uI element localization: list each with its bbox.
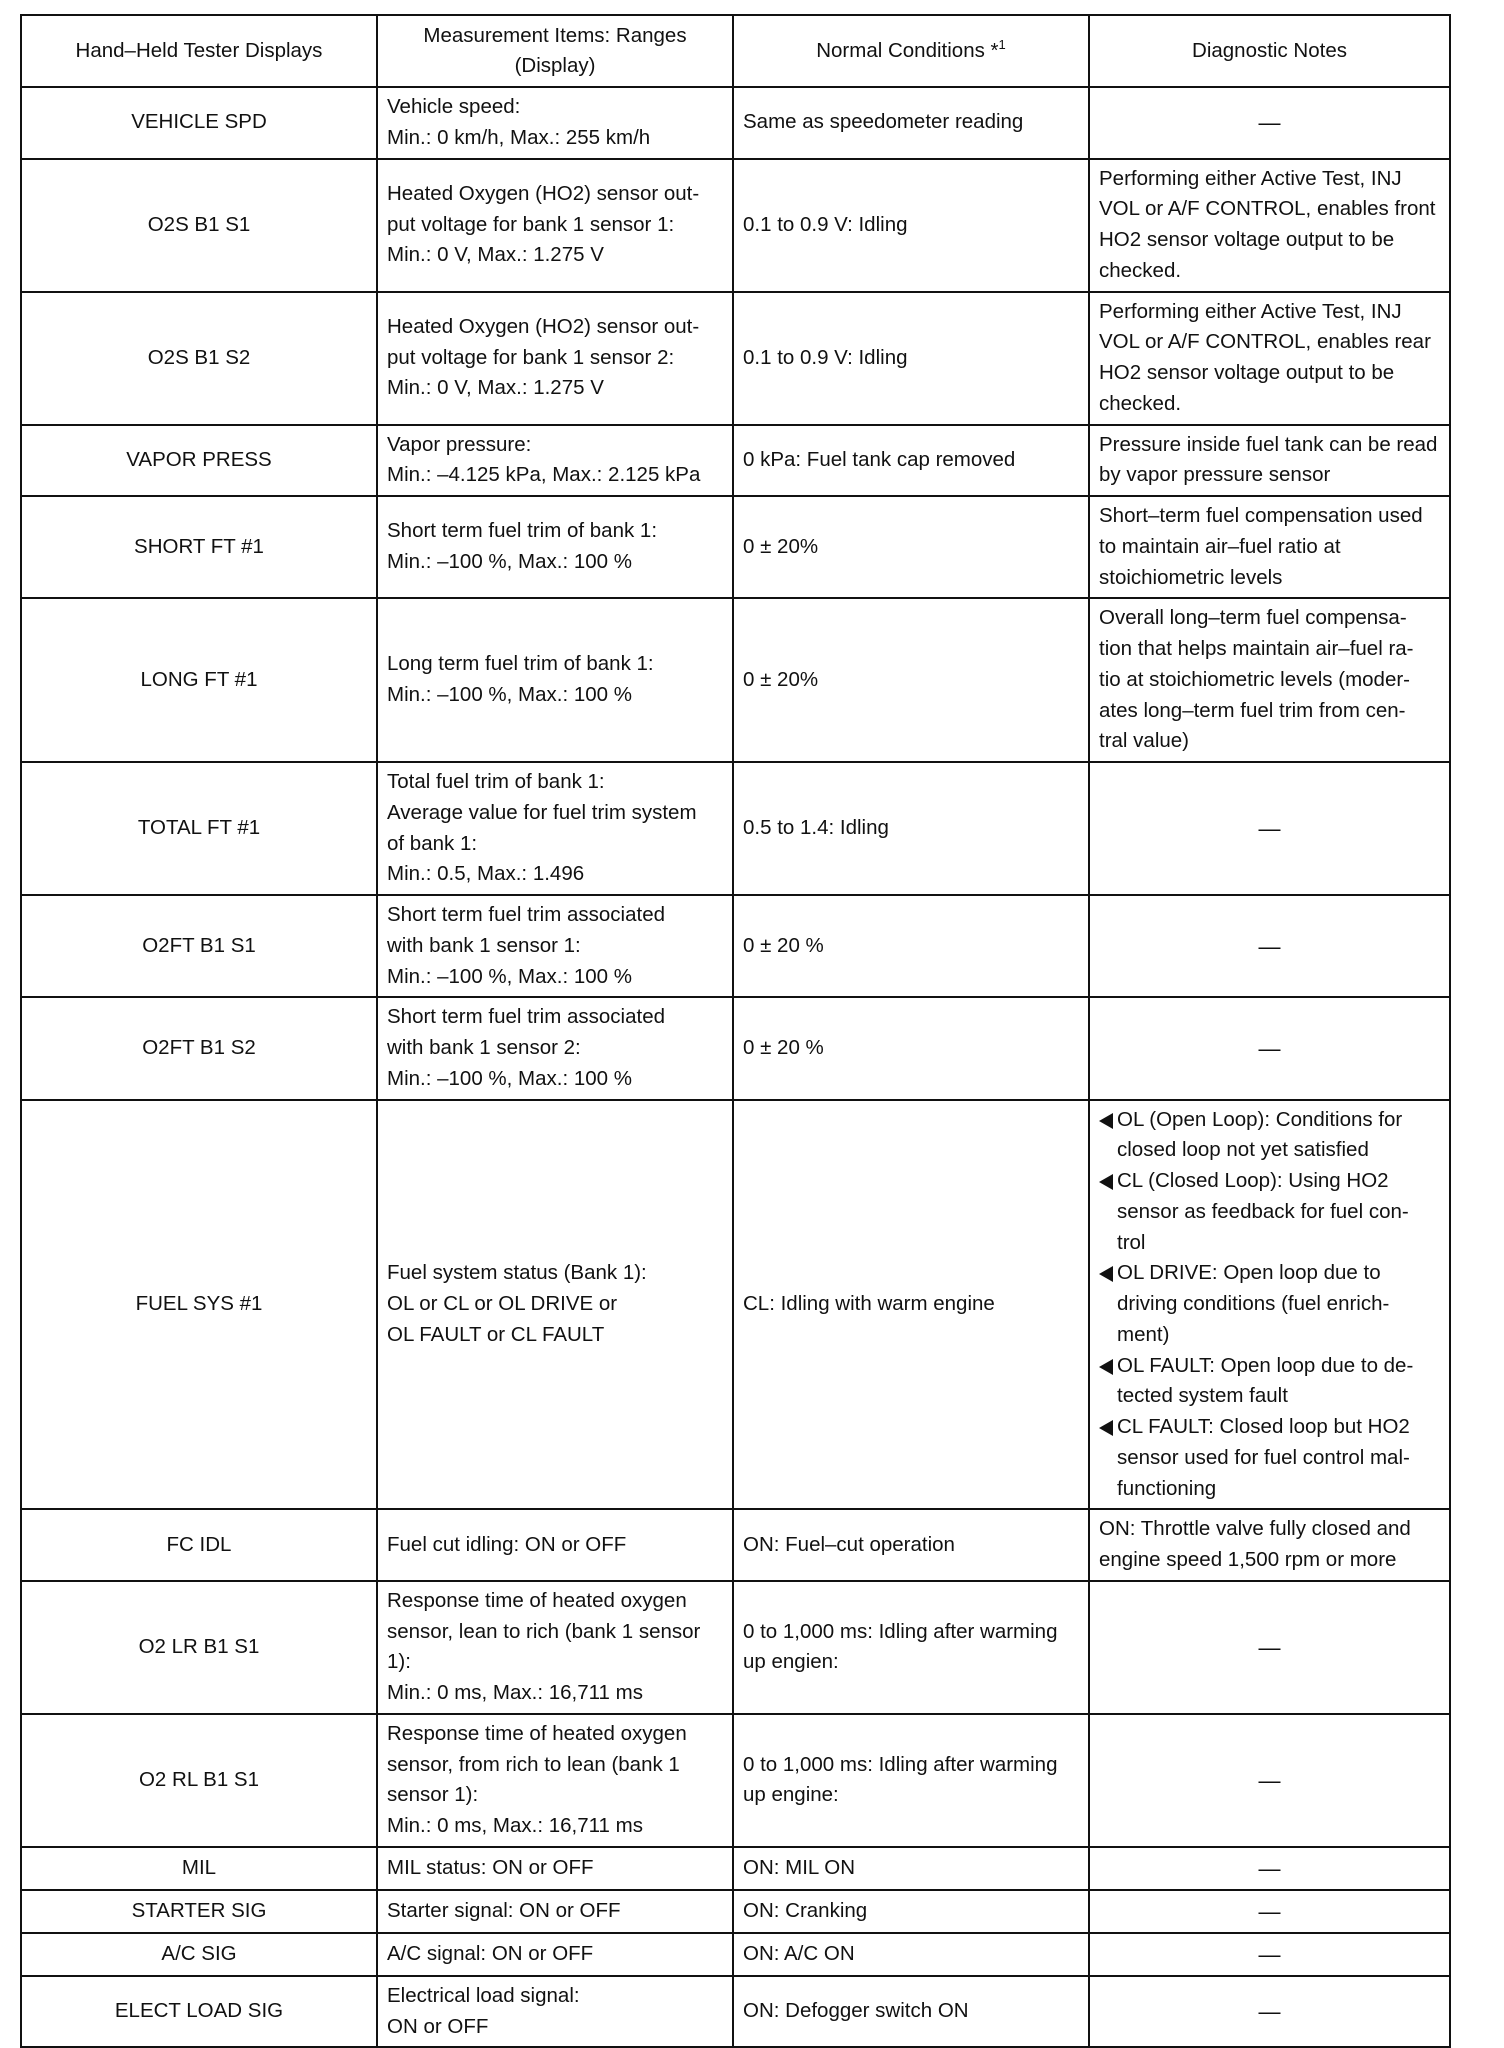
cell-measurement: Short term fuel trim of bank 1: Min.: –100 %, Max.: 100 %: [377, 496, 733, 598]
header-normal-footnote: 1: [998, 37, 1006, 53]
cell-measurement: Vapor pressure: Min.: –4.125 kPa, Max.: 2.125 kPa: [377, 425, 733, 497]
list-item-text: OL (Open Loop): Conditions for closed loop not yet satisfied: [1117, 1107, 1403, 1162]
table-row: [21, 1933, 1450, 1976]
cell-measurement: Heated Oxygen (HO2) sensor out- put voltage for bank 1 sensor 1: Min.: 0 V, Max.: 1.275 V: [377, 159, 733, 292]
list-item: [1099, 1351, 1440, 1413]
cell-notes: ON: Throttle valve fully closed and engine speed 1,500 rpm or more: [1089, 1509, 1450, 1581]
cell-display: FUEL SYS #1: [21, 1100, 377, 1510]
header-row: [21, 15, 1450, 87]
cell-display: O2 LR B1 S1: [21, 1581, 377, 1714]
header-display-label: Hand–Held Tester Displays: [75, 39, 323, 63]
cell-normal: 0 to 1,000 ms: Idling after warming up engine:: [733, 1714, 1089, 1847]
header-notes: [1089, 15, 1450, 87]
cell-normal: 0 ± 20 %: [733, 895, 1089, 997]
cell-normal: ON: Fuel–cut operation: [733, 1509, 1089, 1581]
cell-measurement: Short term fuel trim associated with bank 1 sensor 1: Min.: –100 %, Max.: 100 %: [377, 895, 733, 997]
table-row: [21, 895, 1450, 997]
table-row: [21, 1714, 1450, 1847]
cell-notes: —: [1089, 1890, 1450, 1933]
cell-measurement: A/C signal: ON or OFF: [377, 1933, 733, 1976]
header-normal: [733, 15, 1089, 87]
cell-normal: 0 ± 20 %: [733, 997, 1089, 1099]
cell-normal: ON: MIL ON: [733, 1847, 1089, 1890]
cell-normal: 0 ± 20%: [733, 598, 1089, 762]
table-row: [21, 292, 1450, 425]
fuel-sys-notes-list: [1099, 1105, 1440, 1505]
cell-normal: 0 ± 20%: [733, 496, 1089, 598]
cell-display: O2FT B1 S1: [21, 895, 377, 997]
cell-measurement: Electrical load signal: ON or OFF: [377, 1976, 733, 2048]
list-item-text: OL FAULT: Open loop due to de- tected system fault: [1117, 1353, 1414, 1408]
cell-normal: ON: A/C ON: [733, 1933, 1089, 1976]
cell-measurement: Short term fuel trim associated with bank 1 sensor 2: Min.: –100 %, Max.: 100 %: [377, 997, 733, 1099]
cell-normal: 0.1 to 0.9 V: Idling: [733, 292, 1089, 425]
cell-display: SHORT FT #1: [21, 496, 377, 598]
cell-measurement: MIL status: ON or OFF: [377, 1847, 733, 1890]
list-item-text: OL DRIVE: Open loop due to driving conditions (fuel enrich- ment): [1117, 1261, 1390, 1346]
cell-measurement: Vehicle speed: Min.: 0 km/h, Max.: 255 km/h: [377, 87, 733, 159]
cell-normal: 0 to 1,000 ms: Idling after warming up engien:: [733, 1581, 1089, 1714]
cell-normal: 0.5 to 1.4: Idling: [733, 762, 1089, 895]
list-item: [1099, 1258, 1440, 1350]
cell-display: FC IDL: [21, 1509, 377, 1581]
left-triangle-icon: [1099, 1266, 1113, 1282]
cell-display: TOTAL FT #1: [21, 762, 377, 895]
cell-display: A/C SIG: [21, 1933, 377, 1976]
cell-display: O2S B1 S2: [21, 292, 377, 425]
header-measurement: [377, 15, 733, 87]
table-row: [21, 87, 1450, 159]
cell-measurement: Starter signal: ON or OFF: [377, 1890, 733, 1933]
cell-measurement: Total fuel trim of bank 1: Average value for fuel trim system of bank 1: Min.: 0.5, Max.: 1.496: [377, 762, 733, 895]
cell-notes: —: [1089, 997, 1450, 1099]
header-measurement-label: Measurement Items: Ranges (Display): [423, 24, 687, 77]
cell-notes: Short–term fuel compensation used to maintain air–fuel ratio at stoichiometric levels: [1089, 496, 1450, 598]
cell-notes: Performing either Active Test, INJ VOL or A/F CONTROL, enables front HO2 sensor voltage output to be checked.: [1089, 159, 1450, 292]
header-notes-label: Diagnostic Notes: [1192, 39, 1347, 63]
table-row: [21, 598, 1450, 762]
cell-notes: —: [1089, 87, 1450, 159]
list-item-text: CL (Closed Loop): Using HO2 sensor as feedback for fuel con- trol: [1117, 1169, 1409, 1254]
cell-notes: —: [1089, 1581, 1450, 1714]
cell-display: O2S B1 S1: [21, 159, 377, 292]
list-item: [1099, 1412, 1440, 1504]
cell-measurement: Fuel system status (Bank 1): OL or CL or OL DRIVE or OL FAULT or CL FAULT: [377, 1100, 733, 1510]
cell-notes: Pressure inside fuel tank can be read by vapor pressure sensor: [1089, 425, 1450, 497]
cell-notes: —: [1089, 1714, 1450, 1847]
cell-notes: —: [1089, 1976, 1450, 2048]
cell-notes: [1089, 1100, 1450, 1510]
left-triangle-icon: [1099, 1420, 1113, 1436]
cell-display: O2FT B1 S2: [21, 997, 377, 1099]
table-body: [21, 87, 1450, 2047]
left-triangle-icon: [1099, 1359, 1113, 1375]
cell-normal: ON: Defogger switch ON: [733, 1976, 1089, 2048]
cell-normal: Same as speedometer reading: [733, 87, 1089, 159]
cell-measurement: Response time of heated oxygen sensor, from rich to lean (bank 1 sensor 1): Min.: 0 ms, Max.: 16,711 ms: [377, 1714, 733, 1847]
cell-notes: Performing either Active Test, INJ VOL or A/F CONTROL, enables rear HO2 sensor voltage output to be checked.: [1089, 292, 1450, 425]
list-item: [1099, 1105, 1440, 1167]
left-triangle-icon: [1099, 1113, 1113, 1129]
cell-measurement: Response time of heated oxygen sensor, lean to rich (bank 1 sensor 1): Min.: 0 ms, Max.: 16,711 ms: [377, 1581, 733, 1714]
cell-normal: 0.1 to 0.9 V: Idling: [733, 159, 1089, 292]
table-row: [21, 762, 1450, 895]
list-item-text: CL FAULT: Closed loop but HO2 sensor used for fuel control mal- functioning: [1117, 1415, 1410, 1500]
data-list-table: [20, 14, 1451, 2048]
cell-notes: —: [1089, 762, 1450, 895]
header-normal-label: Normal Conditions *: [816, 39, 999, 63]
list-item: [1099, 1166, 1440, 1258]
cell-display: STARTER SIG: [21, 1890, 377, 1933]
left-triangle-icon: [1099, 1174, 1113, 1190]
cell-notes: —: [1089, 895, 1450, 997]
cell-notes: —: [1089, 1933, 1450, 1976]
cell-display: ELECT LOAD SIG: [21, 1976, 377, 2048]
cell-notes: Overall long–term fuel compensa- tion that helps maintain air–fuel ra- tio at stoichiometric levels (moder- ates long–term fuel trim from cen- tral value): [1089, 598, 1450, 762]
table-row-fuel-sys: [21, 1100, 1450, 1510]
table-row: [21, 425, 1450, 497]
table-row: [21, 1976, 1450, 2048]
cell-measurement: Long term fuel trim of bank 1: Min.: –100 %, Max.: 100 %: [377, 598, 733, 762]
table-row: [21, 1581, 1450, 1714]
cell-notes: —: [1089, 1847, 1450, 1890]
cell-display: VEHICLE SPD: [21, 87, 377, 159]
header-display: [21, 15, 377, 87]
table-row: [21, 496, 1450, 598]
table-row: [21, 997, 1450, 1099]
table-row: [21, 1847, 1450, 1890]
cell-measurement: Fuel cut idling: ON or OFF: [377, 1509, 733, 1581]
cell-display: O2 RL B1 S1: [21, 1714, 377, 1847]
cell-normal: 0 kPa: Fuel tank cap removed: [733, 425, 1089, 497]
table-row: [21, 159, 1450, 292]
cell-normal: ON: Cranking: [733, 1890, 1089, 1933]
table-row: [21, 1509, 1450, 1581]
cell-normal: CL: Idling with warm engine: [733, 1100, 1089, 1510]
cell-measurement: Heated Oxygen (HO2) sensor out- put voltage for bank 1 sensor 2: Min.: 0 V, Max.: 1.275 V: [377, 292, 733, 425]
table-row: [21, 1890, 1450, 1933]
cell-display: VAPOR PRESS: [21, 425, 377, 497]
cell-display: LONG FT #1: [21, 598, 377, 762]
cell-display: MIL: [21, 1847, 377, 1890]
